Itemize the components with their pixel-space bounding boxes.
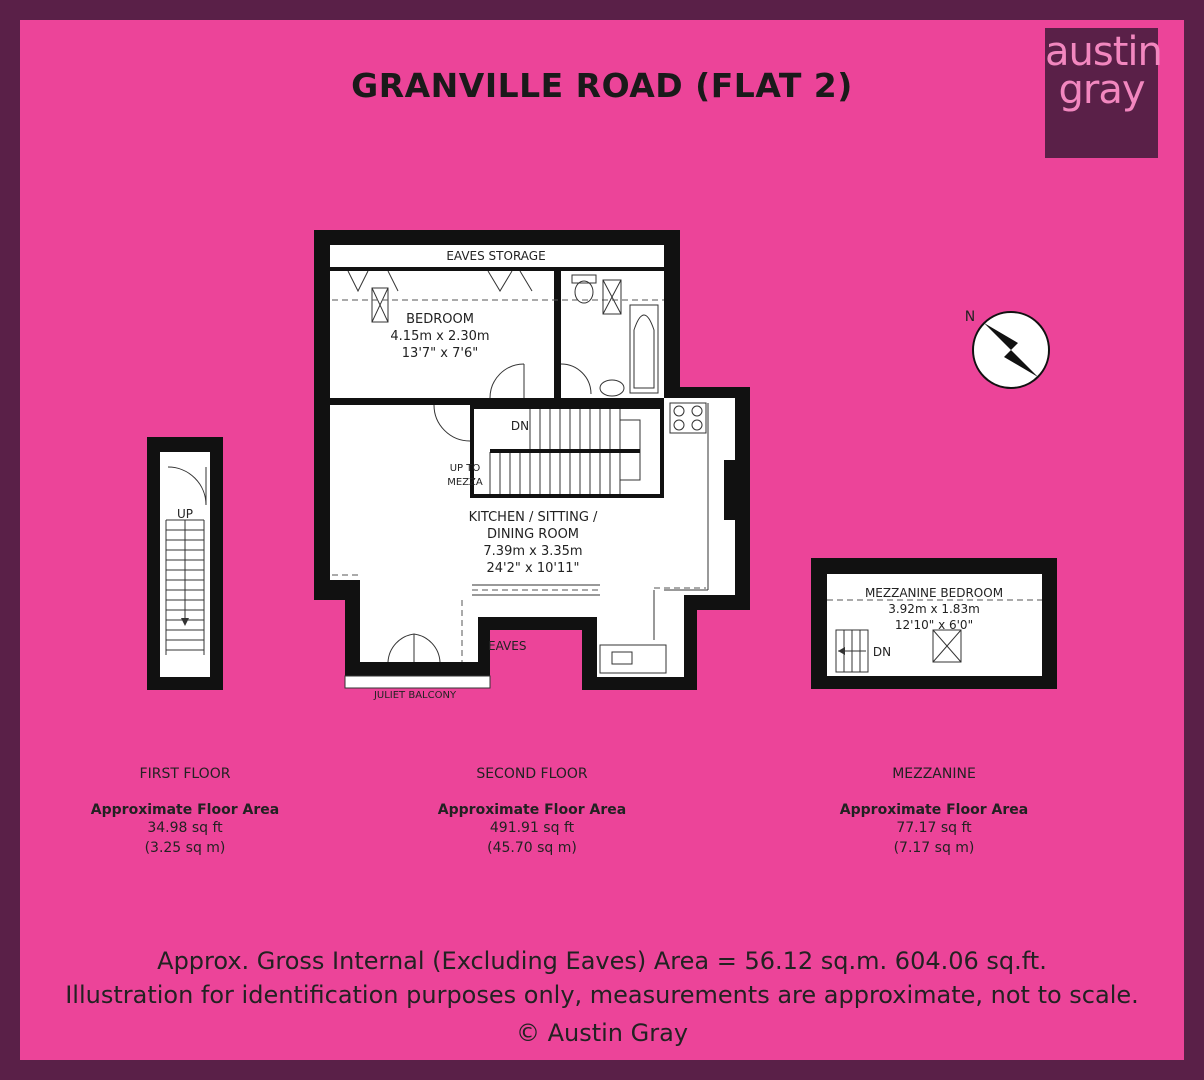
area-sqm: (7.17 sq m) — [893, 840, 975, 856]
eaves-label: EAVES — [488, 639, 527, 653]
first-floor-plan — [147, 437, 223, 690]
up-to-mezza-label — [440, 462, 490, 490]
bedroom-name: BEDROOM — [406, 312, 474, 327]
compass-north-label: N — [964, 309, 976, 325]
juliet-balcony-label: JULIET BALCONY — [373, 690, 457, 701]
logo-text-line2: gray — [1058, 67, 1145, 113]
area-sqm: (45.70 sq m) — [487, 840, 577, 856]
eaves-storage-label: EAVES STORAGE — [446, 249, 546, 263]
area-sqft: 34.98 sq ft — [147, 820, 223, 836]
kitchen-name-line2: DINING ROOM — [486, 527, 580, 542]
mezzanine-area — [824, 766, 1044, 858]
mezzanine-bedroom-imperial: 12'10" x 6'0" — [894, 618, 974, 632]
mezzanine-bedroom-label — [844, 585, 1024, 633]
mezzanine-bedroom-name: MEZZANINE BEDROOM — [864, 586, 1004, 600]
kitchen-label — [440, 509, 626, 577]
mezzanine-dn-label: DN — [872, 645, 892, 659]
area-heading: Approximate Floor Area — [839, 802, 1029, 818]
copyright-text: © Austin Gray — [515, 1019, 689, 1047]
compass-rose — [973, 312, 1049, 388]
up-to-label-line2: MEZZA — [447, 477, 483, 488]
kitchen-imperial: 24'2" x 10'11" — [486, 561, 580, 576]
area-heading: Approximate Floor Area — [90, 802, 280, 818]
kitchen-metric: 7.39m x 3.35m — [483, 544, 583, 559]
floor-name: FIRST FLOOR — [139, 766, 231, 782]
mezzanine-bedroom-metric: 3.92m x 1.83m — [888, 602, 980, 616]
stair-dn-label: DN — [510, 419, 530, 433]
area-sqm: (3.25 sq m) — [144, 840, 226, 856]
bedroom-metric: 4.15m x 2.30m — [390, 329, 490, 344]
area-sqft: 491.91 sq ft — [489, 820, 575, 836]
second-floor-plan — [314, 230, 750, 690]
kitchen-name-line1: KITCHEN / SITTING / — [468, 510, 598, 525]
first-floor-area — [85, 766, 285, 858]
area-heading: Approximate Floor Area — [437, 802, 627, 818]
floor-name: MEZZANINE — [892, 766, 976, 782]
page-title: GRANVILLE ROAD (FLAT 2) — [351, 66, 853, 105]
disclaimer-text: Illustration for identification purposes only, measurements are approximate, not to scale. — [65, 981, 1139, 1009]
second-floor-area — [422, 766, 642, 858]
gross-area-text: Approx. Gross Internal (Excluding Eaves) Area = 56.12 sq.m. 604.06 sq.ft. — [157, 947, 1047, 975]
area-sqft: 77.17 sq ft — [896, 820, 972, 836]
floor-name: SECOND FLOOR — [476, 766, 588, 782]
logo-text-line1: austin — [1045, 29, 1162, 75]
bedroom-label — [370, 311, 510, 362]
first-floor-up-label: UP — [176, 507, 194, 521]
up-to-label-line1: UP TO — [449, 463, 481, 474]
bedroom-imperial: 13'7" x 7'6" — [401, 346, 479, 361]
